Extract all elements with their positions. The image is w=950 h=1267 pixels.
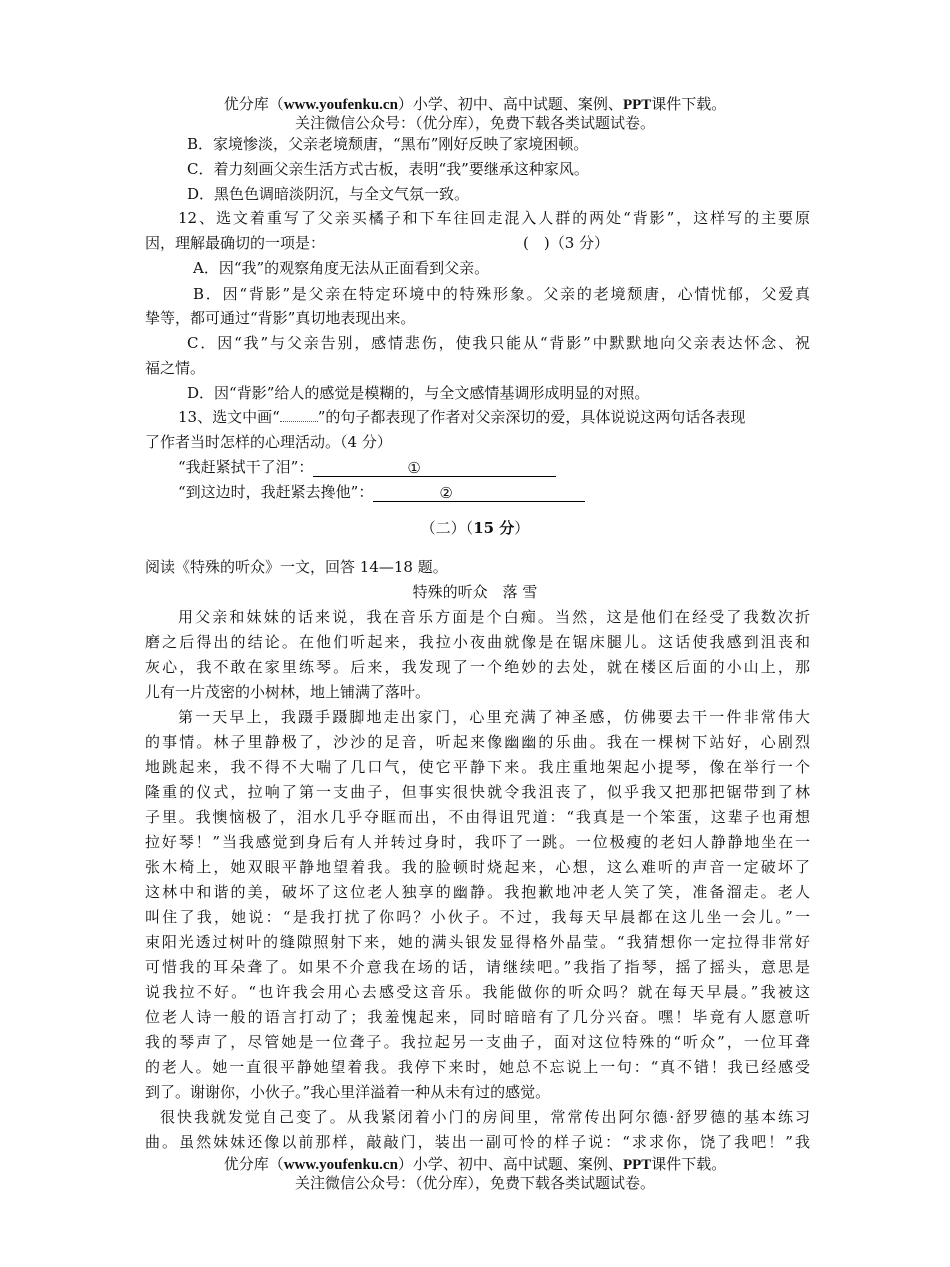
- article-p2-line: 这林中和谐的美，破坏了这位老人独享的幽静。我抱歉地冲老人笑了笑，准备溜走。老人: [145, 883, 810, 901]
- article-p2-line: 束阳光透过树叶的缝隙照射下来，她的满头银发显得格外晶莹。“我猜想你一定拉得非常好: [145, 933, 810, 951]
- article-p1-line: 灰心，我不敢在家里练琴。后来，我发现了一个绝妙的去处，就在楼区后面的小山上，那: [145, 658, 810, 676]
- article-p3-line: 曲。虽然妹妹还像以前那样，敲敲门，装出一副可怜的样子说：“求求你，饶了我吧！”我: [145, 1133, 810, 1151]
- article-p2-line: 拉好琴！”当我感觉到身后有人并转过身时，我吓了一跳。一位极瘦的老妇人静静地坐在一: [145, 833, 810, 851]
- article-p2-line: 叫住了我，她说：“是我打扰了你吗？小伙子。不过，我每天早晨都在这儿坐一会儿。”一: [145, 908, 810, 926]
- article-p2-line: 张木椅上，她双眼平静地望着我。我的脸顿时烧起来，心想，这么难听的声音一定破坏了: [145, 858, 810, 876]
- article-p2-line: 的老人。她一直很平静她望着我。我停下来时，她总不忘说上一句：“真不错！我已经感受: [145, 1058, 810, 1076]
- article-p2-line: 我的琴声了，尽管她是一位聋子。我拉起另一支曲子，面对这位特殊的“听众”，一位耳聋: [145, 1033, 810, 1051]
- article-p2-line: 到了。谢谢你，小伙子。”我心里洋溢着一种从未有过的感觉。: [145, 1083, 551, 1101]
- header-text: ）小学、初中、高中试题、案例、: [397, 95, 623, 113]
- wavy-underline-sample: [280, 409, 318, 422]
- q11-option-b: B．家境惨淡，父亲老境颓唐，“黑布”刚好反映了家境困顿。: [187, 135, 589, 153]
- q12-option-a: A．因“我”的观察角度无法从正面看到父亲。: [193, 259, 490, 277]
- article-p2-line: 子里。我懊恼极了，泪水几乎夺眶而出，不由得诅咒道：“我真是一个笨蛋，这辈子也甭想: [145, 808, 810, 826]
- article-p2-line: 可惜我的耳朵聋了。如果不介意我在场的话，请继续吧。”我指了指琴，摇了摇头，意思是: [145, 958, 810, 976]
- footer-website: www.youfenku.cn: [283, 1157, 398, 1173]
- page-footer-line-1: 优分库（www.youfenku.cn）小学、初中、高中试题、案例、PPT课件下载。: [223, 1155, 727, 1173]
- header-ppt: PPT: [622, 97, 652, 113]
- q11-option-c: C．着力刻画父亲生活方式古板，表明“我”要继承这种家风。: [187, 160, 589, 178]
- page-footer-line-2: 关注微信公众号：（优分库），免费下载各类试题试卷。: [294, 1174, 655, 1192]
- article-p3-line: 很快我就发觉自己变了。从我紧闭着小门的房间里，常常传出阿尔德·舒罗德的基本练习: [160, 1108, 810, 1126]
- article-p2-line: 隆重的仪式，拉响了第一支曲子，但事实很快就令我沮丧了，似乎我又把那把锯带到了林: [145, 783, 810, 801]
- article-p1-line: 磨之后得出的结论。在他们听起来，我拉小夜曲就像是在锯床腿儿。这话使我感到沮丧和: [145, 633, 810, 651]
- q12-option-b-line-1: B．因“背影”是父亲在特定环境中的特殊形象。父亲的老境颓唐，心情忧郁，父爱真: [193, 285, 810, 303]
- answer-blank-1[interactable]: ①: [313, 458, 556, 477]
- article-p2-line: 第一天早上，我蹑手蹑脚地走出家门，心里充满了神圣感，仿佛要去干一件非常伟大: [178, 708, 810, 726]
- q12-option-d: D．因“背影”给人的感觉是模糊的，与全文感情基调形成明显的对照。: [187, 384, 650, 402]
- q12-answer-slot: ( )（3 分）: [523, 234, 610, 252]
- section-2-title: （二）（15 分）: [420, 519, 530, 537]
- q13-stem-line-2: 了作者当时怎样的心理活动。（4 分）: [145, 433, 392, 451]
- q13-stem-line-1: 13、选文中画“ ”的句子都表现了作者对父亲深切的爱，具体说说这两句话各表现: [178, 408, 746, 426]
- article-p2-line: 的事情。林子里静极了，沙沙的足音，听起来像幽幽的乐曲。我在一棵树下站好，心剧烈: [145, 733, 810, 751]
- reading-instruction: 阅读《特殊的听众》一文，回答 14—18 题。: [145, 558, 448, 576]
- article-p1-line: 用父亲和妹妹的话来说，我在音乐方面是个白痴。当然，这是他们在经受了我数次折: [178, 608, 810, 626]
- q11-option-d: D．黑色色调暗淡阴沉，与全文气氛一致。: [187, 185, 470, 203]
- header-text: 优分库（: [223, 95, 284, 113]
- page-header-line-1: [0, 94, 950, 115]
- article-p2-line: 位老人诗一般的语言打动了；我羞愧起来，同时暗暗有了几分兴奋。嘿！毕竟有人愿意听: [145, 1008, 810, 1026]
- q12-option-c-line-1: C．因“我”与父亲告别，感情悲伤，使我只能从“背影”中默默地向父亲表达怀念、祝: [187, 334, 810, 352]
- q13-answer-1: “我赶紧拭干了泪”： ①: [178, 457, 556, 477]
- article-p2-line: 地跳起来，我不得不大喘了几口气，使它平静下来。我庄重地架起小提琴，像在举行一个: [145, 758, 810, 776]
- q12-stem-line-2: 因，理解最确切的一项是：: [145, 234, 326, 252]
- q12-stem-line-1: 12、选文着重写了父亲买橘子和下车往回走混入人群的两处“背影”，这样写的主要原: [178, 209, 810, 227]
- article-title: 特殊的听众 落 雪: [412, 583, 538, 601]
- q13-answer-2: “到这边时，我赶紧去搀他”： ②: [178, 482, 585, 502]
- answer-blank-2[interactable]: ②: [373, 483, 585, 502]
- header-text: 课件下载。: [651, 95, 727, 113]
- q12-option-c-line-2: 福之情。: [145, 359, 206, 377]
- article-p1-line: 儿有一片茂密的小树林，地上铺满了落叶。: [145, 683, 431, 701]
- page-header-line-2: 关注微信公众号：（优分库），免费下载各类试题试卷。: [294, 114, 655, 132]
- article-p2-line: 说我拉不好。“也许我会用心去感受这音乐。我能做你的听众吗？就在每天早晨。”我被这: [145, 983, 810, 1001]
- q12-option-b-line-2: 挚等，都可通过“背影”真切地表现出来。: [145, 309, 416, 327]
- header-website: www.youfenku.cn: [283, 97, 398, 113]
